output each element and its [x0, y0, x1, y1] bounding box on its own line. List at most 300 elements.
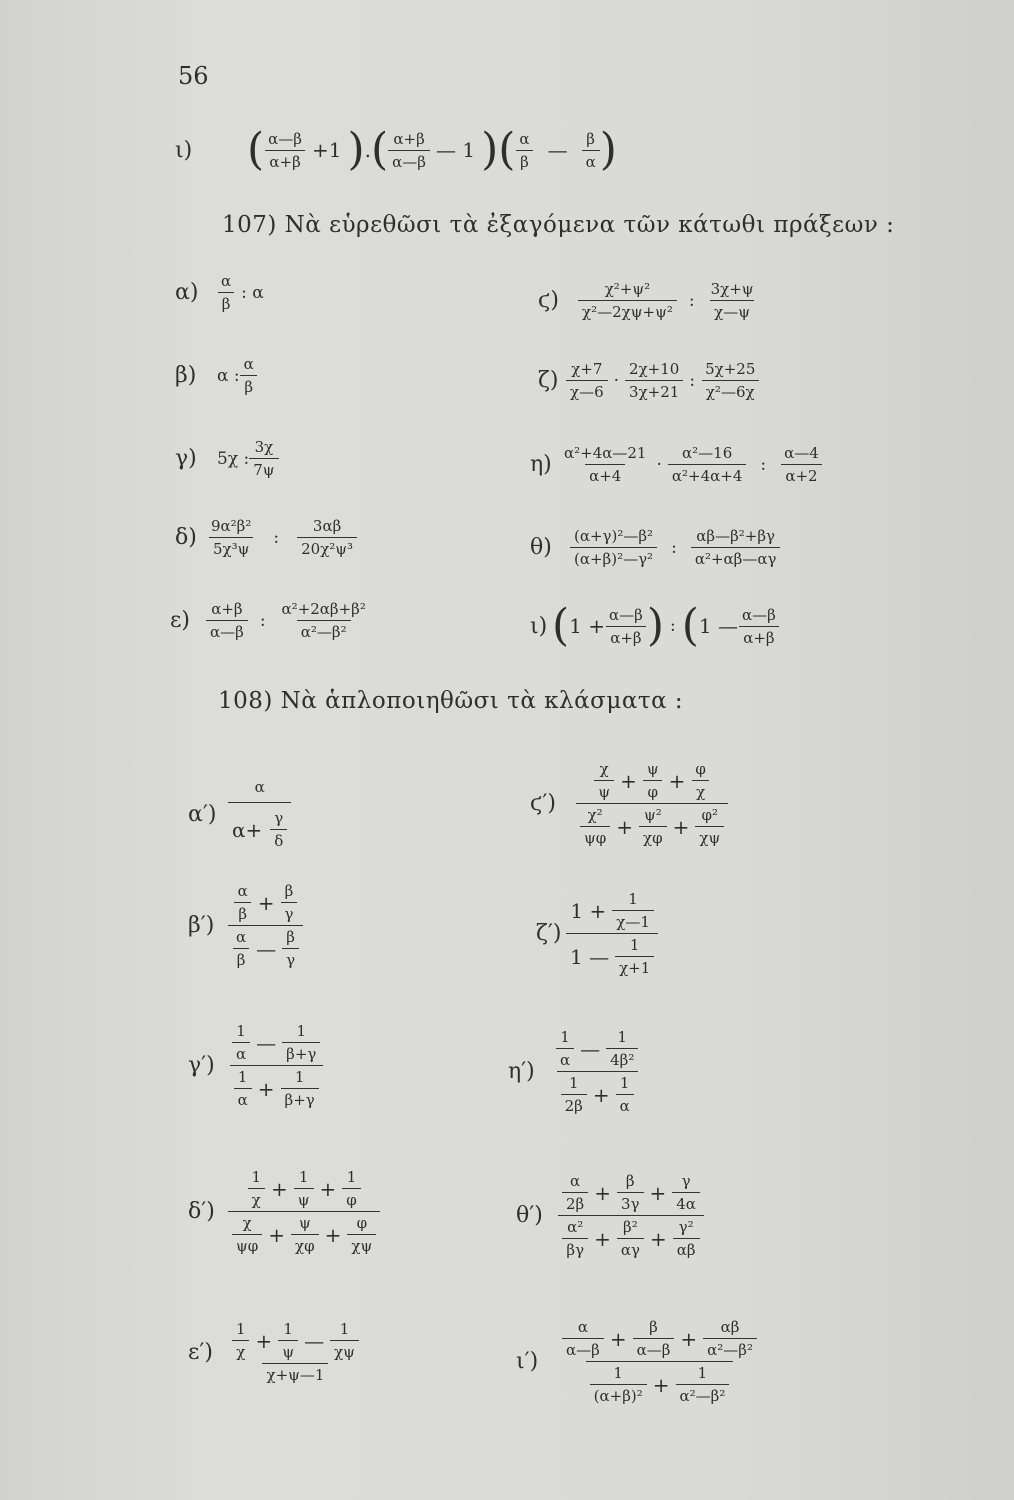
- denominator: α+2: [781, 464, 821, 485]
- numerator: 1: [296, 1022, 307, 1040]
- numerator: [590, 760, 714, 803]
- open-paren: (: [552, 600, 570, 651]
- numerator: β: [586, 129, 595, 148]
- fraction: [703, 1318, 757, 1359]
- numerator: β: [286, 928, 295, 946]
- minus-operator: —: [256, 936, 277, 961]
- numerator: 1: [251, 1168, 261, 1186]
- fraction: [240, 355, 258, 396]
- divide-operator: :: [273, 527, 280, 548]
- compound-fraction: [566, 890, 658, 977]
- exercise-label: ζ′): [536, 921, 562, 946]
- minus-operator: —: [304, 1328, 325, 1353]
- plus-operator: +: [592, 1082, 610, 1107]
- plus-operator: +: [680, 1326, 698, 1351]
- fraction: [232, 1320, 250, 1361]
- divide-operator: :: [688, 290, 695, 311]
- exercise-108-i: [516, 1318, 761, 1405]
- exercise-label: ε): [170, 608, 190, 633]
- term: 1 +: [569, 614, 606, 638]
- denominator: χ—1: [612, 910, 654, 931]
- numerator: 1: [339, 1320, 350, 1338]
- exercise-label: β′): [188, 913, 215, 938]
- numerator: χ²: [587, 806, 603, 824]
- numerator: [566, 890, 657, 933]
- numerator: α²: [567, 1218, 584, 1236]
- exercise-label: η): [530, 452, 552, 477]
- plus-operator: +: [594, 1180, 611, 1205]
- fraction: [633, 1318, 675, 1359]
- compound-fraction: [552, 1028, 642, 1115]
- fraction: [578, 280, 677, 321]
- denominator: β: [218, 292, 235, 313]
- denominator: β+γ: [281, 1088, 319, 1109]
- fraction: [281, 882, 298, 923]
- exercise-label: θ′): [516, 1203, 543, 1228]
- denominator: χφ: [291, 1234, 319, 1255]
- denominator: α²—β²: [297, 620, 351, 641]
- fraction: [625, 360, 683, 401]
- close-paren: ): [599, 124, 617, 175]
- fraction: [562, 1218, 588, 1259]
- fraction: [606, 1028, 638, 1069]
- term: α :: [217, 365, 240, 386]
- denominator: φ: [643, 780, 662, 801]
- plus-operator: +: [268, 1222, 286, 1247]
- fraction: [347, 1214, 376, 1255]
- numerator: α: [577, 1318, 588, 1336]
- exercise-108-th: [516, 1172, 704, 1259]
- numerator: α: [243, 355, 254, 373]
- plus-operator: +: [594, 1226, 611, 1251]
- plus-operator: +: [652, 1372, 670, 1397]
- numerator: χ²+ψ²: [604, 280, 651, 298]
- multiply-operator: ·: [613, 370, 620, 391]
- exercise-label: ι): [175, 137, 193, 163]
- plus-operator: +: [319, 1176, 337, 1201]
- denominator: ψφ: [580, 826, 610, 847]
- fraction: [590, 1364, 647, 1405]
- minus-operator: —: [547, 138, 568, 162]
- divide-operator: :: [259, 610, 266, 631]
- term: 1 —: [698, 614, 738, 638]
- numerator: χ: [599, 760, 609, 778]
- denominator: [576, 803, 728, 847]
- denominator: [557, 1071, 638, 1115]
- exercise-label: ζ): [538, 368, 559, 393]
- exercise-108-g: [188, 1022, 324, 1109]
- numerator: 2χ+10: [629, 360, 680, 378]
- numerator: γ: [681, 1172, 691, 1190]
- fraction: [217, 272, 235, 313]
- denominator: (α+β)²: [590, 1384, 647, 1405]
- compound-fraction: [558, 1172, 704, 1259]
- numerator: ψ: [646, 760, 659, 778]
- numerator: 1: [613, 1364, 623, 1382]
- denominator: 20χ²ψ³: [297, 537, 357, 558]
- numerator: α+β: [393, 129, 425, 148]
- denominator: αβ: [673, 1238, 700, 1259]
- fraction: [282, 928, 299, 969]
- exercise-108-st: [530, 760, 728, 847]
- fraction: [707, 280, 758, 321]
- plus-operator: +: [257, 1076, 275, 1101]
- numerator: χ: [242, 1214, 252, 1232]
- denominator: βγ: [562, 1238, 588, 1259]
- fraction: [738, 606, 780, 647]
- open-paren: (: [681, 600, 699, 651]
- fraction: [673, 1218, 700, 1259]
- denominator: α—β: [206, 620, 248, 641]
- fraction: [294, 1168, 314, 1209]
- exercise-108-z: [536, 890, 658, 977]
- plus-operator: +: [616, 814, 634, 839]
- fraction: [672, 1172, 700, 1213]
- denominator: [566, 933, 658, 977]
- fraction: [388, 130, 430, 171]
- fraction: [676, 1364, 730, 1405]
- denominator: χψ: [695, 826, 724, 847]
- numerator: αβ: [720, 1318, 740, 1336]
- fraction: [249, 438, 278, 479]
- fraction: [562, 1172, 588, 1213]
- exercise-108-heading: 108) Νὰ ἁπλοποιηθῶσι τὰ κλάσματα :: [218, 688, 684, 714]
- numerator: β²: [623, 1218, 638, 1236]
- denominator: [230, 1065, 323, 1109]
- fraction: [643, 760, 663, 801]
- plus-operator: +: [672, 814, 690, 839]
- denominator: χψ: [347, 1234, 376, 1255]
- exercise-label: ϛ): [538, 288, 559, 313]
- divide-operator: :: [689, 370, 696, 391]
- numerator: 1: [236, 1320, 246, 1338]
- denominator: [228, 802, 291, 850]
- exercise-107-d: [175, 517, 357, 558]
- compound-fraction: [576, 760, 728, 847]
- denominator: ψ: [294, 1188, 314, 1209]
- numerator: 1: [236, 1022, 246, 1040]
- numerator: α²+4α—21: [564, 444, 647, 462]
- numerator: 1: [283, 1320, 293, 1338]
- exercise-107-g: [175, 438, 279, 479]
- denominator: α: [616, 1094, 634, 1115]
- exercise-107-a: [175, 272, 270, 313]
- numerator: 1: [237, 1068, 248, 1086]
- fraction: [566, 360, 608, 401]
- exercise-108-e: [188, 1320, 363, 1384]
- close-paren: ): [481, 124, 499, 175]
- plus-operator: +: [668, 768, 686, 793]
- numerator: 1: [560, 1028, 570, 1046]
- denominator: γ: [281, 902, 298, 923]
- numerator: γ²: [678, 1218, 694, 1236]
- denominator: α: [232, 1042, 250, 1063]
- exercise-107-e: [170, 600, 370, 641]
- exercise-107-z: [538, 360, 759, 401]
- fraction: [207, 517, 255, 558]
- numerator: φ: [356, 1214, 368, 1232]
- numerator: 5χ+25: [705, 360, 756, 378]
- fraction: [570, 527, 657, 568]
- fraction: [560, 444, 650, 485]
- fraction: [232, 1022, 250, 1063]
- term: 5χ :: [217, 448, 250, 469]
- exercise-label: δ): [175, 525, 197, 550]
- divide-operator: :: [671, 537, 677, 558]
- numerator: 1: [346, 1168, 357, 1186]
- exercise-108-d: [188, 1168, 380, 1255]
- numerator: ψ²: [643, 806, 662, 824]
- denominator: 5χ³ψ: [209, 537, 253, 558]
- dot-operator: .: [364, 138, 371, 162]
- denominator: α+β: [739, 626, 778, 647]
- exercise-label: ϛ′): [530, 791, 556, 816]
- close-paren: ): [347, 124, 365, 175]
- denominator: 2β: [561, 1094, 587, 1115]
- fraction: [562, 1318, 604, 1359]
- denominator: α—β: [633, 1338, 675, 1359]
- numerator: 1: [697, 1364, 708, 1382]
- denominator: ψ: [278, 1340, 298, 1361]
- multiply-operator: ·: [656, 454, 662, 475]
- fraction: [330, 1320, 359, 1361]
- numerator: [228, 1320, 363, 1363]
- compound-fraction: [558, 1318, 761, 1405]
- numerator: α—β: [609, 605, 643, 624]
- exercise-label: α′): [188, 801, 217, 827]
- denominator: α+β: [265, 150, 304, 171]
- numerator: α: [254, 778, 265, 796]
- fraction: [234, 1068, 252, 1109]
- term: — 1: [435, 138, 476, 162]
- exercise-107-heading: 107) Νὰ εὑρεθῶσι τὰ ἐξαγόμενα τῶν κάτωθι πράξεων :: [222, 212, 895, 238]
- numerator: α: [570, 1172, 581, 1190]
- fraction: [281, 1068, 319, 1109]
- numerator: 1: [298, 1168, 309, 1186]
- exercise-label: θ): [530, 535, 552, 560]
- fraction: [580, 806, 610, 847]
- term: +1: [311, 138, 342, 162]
- fraction: [291, 1214, 319, 1255]
- fraction: [232, 1214, 262, 1255]
- denominator: β+γ: [282, 1042, 320, 1063]
- denominator: χ: [232, 1340, 249, 1361]
- numerator: α—β: [268, 129, 302, 148]
- fraction: [206, 600, 248, 641]
- denominator: β: [240, 375, 257, 396]
- fraction: [264, 130, 306, 171]
- term: : α: [241, 282, 264, 303]
- fraction: [616, 1074, 634, 1115]
- denominator: α²+αβ—αγ: [691, 547, 781, 568]
- denominator: δ: [270, 829, 287, 850]
- numerator: 1: [568, 1074, 579, 1092]
- denominator: α—β: [562, 1338, 604, 1359]
- term: α+: [232, 817, 263, 842]
- numerator: [243, 1168, 364, 1211]
- numerator: 1: [629, 936, 640, 954]
- fraction: [515, 130, 533, 171]
- denominator: χψ: [330, 1340, 359, 1361]
- numerator: α²—16: [682, 444, 733, 462]
- exercise-label: ι): [530, 613, 548, 639]
- denominator: 2β: [562, 1192, 588, 1213]
- denominator: β: [234, 902, 251, 923]
- numerator: β: [649, 1318, 658, 1336]
- denominator: 7ψ: [249, 458, 278, 479]
- numerator: 1: [617, 1028, 628, 1046]
- numerator: χ+7: [571, 360, 603, 378]
- numerator: α—β: [742, 605, 776, 624]
- compound-fraction: [228, 882, 303, 969]
- numerator: α: [221, 272, 232, 290]
- fraction: [278, 1320, 298, 1361]
- exercise-108-b: [188, 882, 303, 969]
- numerator: 3χ: [254, 438, 274, 456]
- plus-operator: +: [270, 1176, 288, 1201]
- numerator: [230, 882, 302, 925]
- open-paren: (: [247, 124, 265, 175]
- denominator: γ: [282, 948, 299, 969]
- denominator: ψφ: [232, 1234, 262, 1255]
- denominator: α: [234, 1088, 252, 1109]
- fraction: [695, 806, 724, 847]
- numerator: φ: [695, 760, 706, 778]
- numerator: β: [284, 882, 294, 900]
- exercise-label: γ′): [188, 1053, 215, 1078]
- minus-operator: —: [256, 1030, 277, 1055]
- numerator: φ²: [701, 806, 719, 824]
- iota-top-expression: [175, 124, 617, 175]
- fraction: [615, 936, 654, 977]
- numerator: αβ—β²+βγ: [696, 527, 775, 545]
- fraction: [691, 760, 710, 801]
- denominator: χ+ψ—1: [262, 1363, 328, 1384]
- numerator: 1: [294, 1068, 305, 1086]
- fraction: [582, 130, 600, 171]
- fraction: [247, 1168, 265, 1209]
- divide-operator: :: [760, 454, 767, 475]
- denominator: 3χ+21: [625, 380, 683, 401]
- exercise-107-th: [530, 527, 780, 568]
- denominator: χ: [692, 780, 709, 801]
- denominator: α—β: [388, 150, 430, 171]
- compound-fraction: [228, 778, 291, 850]
- numerator: 9α²β²: [211, 517, 252, 535]
- denominator: α²—β²: [703, 1338, 757, 1359]
- fraction: [270, 809, 287, 850]
- exercise-label: γ): [175, 446, 197, 471]
- page-number: 56: [178, 62, 209, 90]
- plus-operator: +: [649, 1226, 667, 1251]
- fraction: [780, 444, 823, 485]
- numerator: 3χ+ψ: [710, 280, 754, 298]
- open-paren: (: [371, 124, 389, 175]
- denominator: ψ: [594, 780, 614, 801]
- fraction: [297, 517, 357, 558]
- exercise-108-a: [188, 778, 291, 850]
- fraction: [605, 606, 647, 647]
- denominator: 4α: [672, 1192, 700, 1213]
- numerator: α—4: [784, 444, 819, 462]
- fraction: [668, 444, 747, 485]
- fraction: [639, 806, 667, 847]
- fraction: [232, 928, 250, 969]
- exercise-label: ι′): [516, 1349, 539, 1374]
- numerator: 1: [619, 1074, 630, 1092]
- plus-operator: +: [257, 890, 275, 915]
- fraction: [234, 882, 252, 923]
- fraction: [561, 1074, 587, 1115]
- fraction: [612, 890, 654, 931]
- numerator: ψ: [298, 1214, 311, 1232]
- fraction: [342, 1168, 361, 1209]
- denominator: χ—ψ: [710, 300, 754, 321]
- fraction: [594, 760, 614, 801]
- denominator: χ—6: [566, 380, 608, 401]
- exercise-label: δ′): [188, 1199, 215, 1224]
- fraction: [278, 600, 370, 641]
- compound-fraction: [228, 1320, 363, 1384]
- denominator: φ: [342, 1188, 361, 1209]
- denominator: α+β: [606, 626, 645, 647]
- plus-operator: +: [609, 1326, 627, 1351]
- close-paren: ): [646, 600, 664, 651]
- denominator: αγ: [617, 1238, 644, 1259]
- term: 1 —: [570, 944, 610, 969]
- numerator: α+β: [211, 600, 243, 618]
- term: 1 +: [570, 898, 607, 923]
- denominator: α²+4α+4: [668, 464, 747, 485]
- numerator: β: [625, 1172, 635, 1190]
- fraction: [617, 1218, 644, 1259]
- plus-operator: +: [649, 1180, 667, 1205]
- exercise-label: η′): [508, 1059, 535, 1084]
- denominator: χ²—2χψ+ψ²: [578, 300, 677, 321]
- numerator: 1: [628, 890, 638, 908]
- minus-operator: —: [580, 1036, 601, 1061]
- fraction: [282, 1022, 320, 1063]
- exercise-107-h: [530, 444, 823, 485]
- denominator: [228, 925, 303, 969]
- numerator: α: [237, 882, 248, 900]
- exercise-108-h: [508, 1028, 642, 1115]
- denominator: 4β²: [606, 1048, 638, 1069]
- denominator: χ²—6χ: [702, 380, 759, 401]
- denominator: χ: [248, 1188, 265, 1209]
- denominator: χφ: [639, 826, 667, 847]
- denominator: [586, 1361, 734, 1405]
- denominator: [558, 1215, 703, 1259]
- denominator: α²—β²: [676, 1384, 730, 1405]
- denominator: β: [233, 948, 250, 969]
- numerator: [558, 1318, 761, 1361]
- denominator: β: [516, 150, 533, 171]
- numerator: [552, 1028, 642, 1071]
- plus-operator: +: [620, 768, 637, 793]
- exercise-107-i: [530, 600, 780, 651]
- fraction: [556, 1028, 574, 1069]
- numerator: (α+γ)²—β²: [574, 527, 654, 545]
- compound-fraction: [228, 1022, 324, 1109]
- compound-fraction: [228, 1168, 380, 1255]
- numerator: α²+2αβ+β²: [281, 600, 366, 618]
- exercise-107-b: [175, 355, 258, 396]
- denominator: χ+1: [615, 956, 654, 977]
- denominator: α+4: [585, 464, 625, 485]
- numerator: 3αβ: [312, 517, 342, 535]
- fraction: [617, 1172, 644, 1213]
